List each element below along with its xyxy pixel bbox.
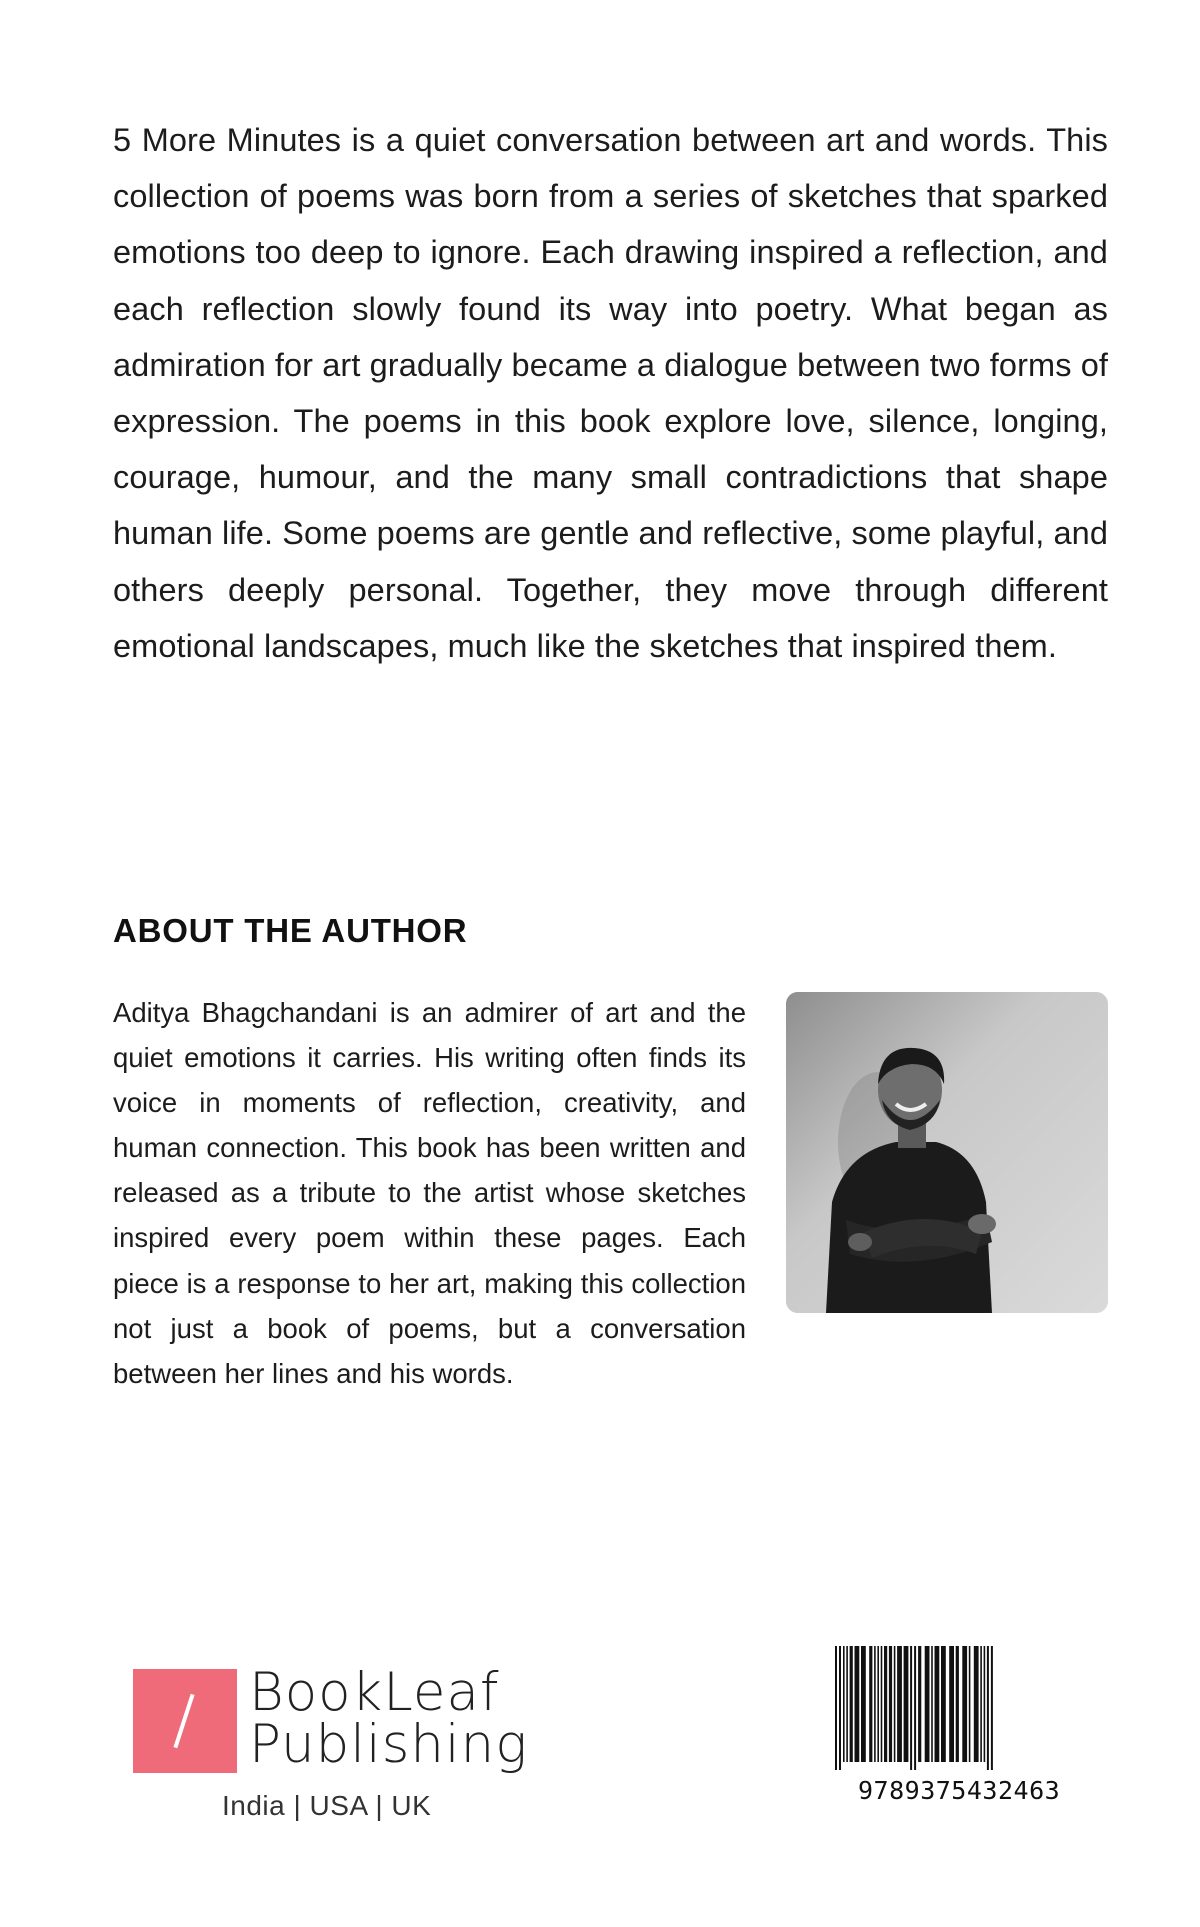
barcode-bar: [894, 1646, 896, 1762]
barcode-bar: [855, 1646, 860, 1762]
barcode-bar: [874, 1646, 876, 1762]
barcode-bar: [962, 1646, 967, 1762]
barcode-bar: [914, 1646, 916, 1770]
barcode-bar: [949, 1646, 954, 1762]
about-author-heading: ABOUT THE AUTHOR: [113, 912, 468, 949]
barcode-bar: [931, 1646, 933, 1762]
barcode-bar: [839, 1646, 841, 1770]
barcode-bar: [884, 1646, 887, 1762]
publisher-logo-mark: [133, 1669, 237, 1773]
publisher-regions: India | USA | UK: [222, 1790, 432, 1821]
isbn-number: 9789375432463: [858, 1776, 1061, 1805]
barcode-bar: [980, 1646, 982, 1762]
isbn-barcode: [833, 1646, 1081, 1770]
author-photo: [786, 992, 1108, 1313]
barcode-bar: [991, 1646, 993, 1770]
barcode-bar: [877, 1646, 879, 1762]
barcode-bar: [846, 1646, 848, 1762]
barcode-bar: [835, 1646, 837, 1770]
publisher-name-line2: Publishing: [249, 1714, 529, 1775]
barcode-bar: [987, 1646, 989, 1770]
barcode-bar: [935, 1646, 940, 1762]
barcode-bar: [861, 1646, 866, 1762]
barcode-bar: [904, 1646, 909, 1762]
barcode-bar: [881, 1646, 883, 1762]
barcode-bar: [843, 1646, 845, 1762]
barcode-bar: [984, 1646, 986, 1762]
barcode-bar: [850, 1646, 853, 1762]
barcode-bar: [910, 1646, 912, 1770]
barcode-bar: [918, 1646, 921, 1762]
barcode-bar: [956, 1646, 959, 1762]
barcode-bar: [925, 1646, 930, 1762]
barcode-bar: [941, 1646, 946, 1762]
barcode-bar: [969, 1646, 971, 1762]
publisher-name-line1: BookLeaf: [249, 1662, 500, 1723]
about-author-text: Aditya Bhagchandani is an admirer of art and the quiet emotions it carries. His writing often finds its voice in moments of reflection, creativity, and human connection. This book has been written and released as a tribute to the artist whose sketches inspired every poem within these pages. Each piece is a response to her art, making this collection not just a book of poems, but a conversation between her lines and his words.: [113, 997, 746, 1389]
publisher-logo: [133, 1662, 529, 1776]
book-blurb: 5 More Minutes is a quiet conversation between art and words. This collection of poems was born from a series of sketches that sparked emotions too deep to ignore. Each drawing inspired a reflection, and each reflection slowly found its way into poetry. What began as admiration for art gradually became a dialogue between two forms of expression. The poems in this book explore love, silence, longing, courage, humour, and the many small contradictions that shape human life. Some poems are gentle and reflective, some playful, and others deeply personal. Together, they move through different emotional landscapes, much like the sketches that inspired them.: [113, 122, 1108, 664]
barcode-bar: [974, 1646, 979, 1762]
slash-icon: [173, 1694, 194, 1748]
barcode-bar: [869, 1646, 872, 1762]
barcode-bar: [897, 1646, 902, 1762]
barcode-bar: [889, 1646, 892, 1762]
